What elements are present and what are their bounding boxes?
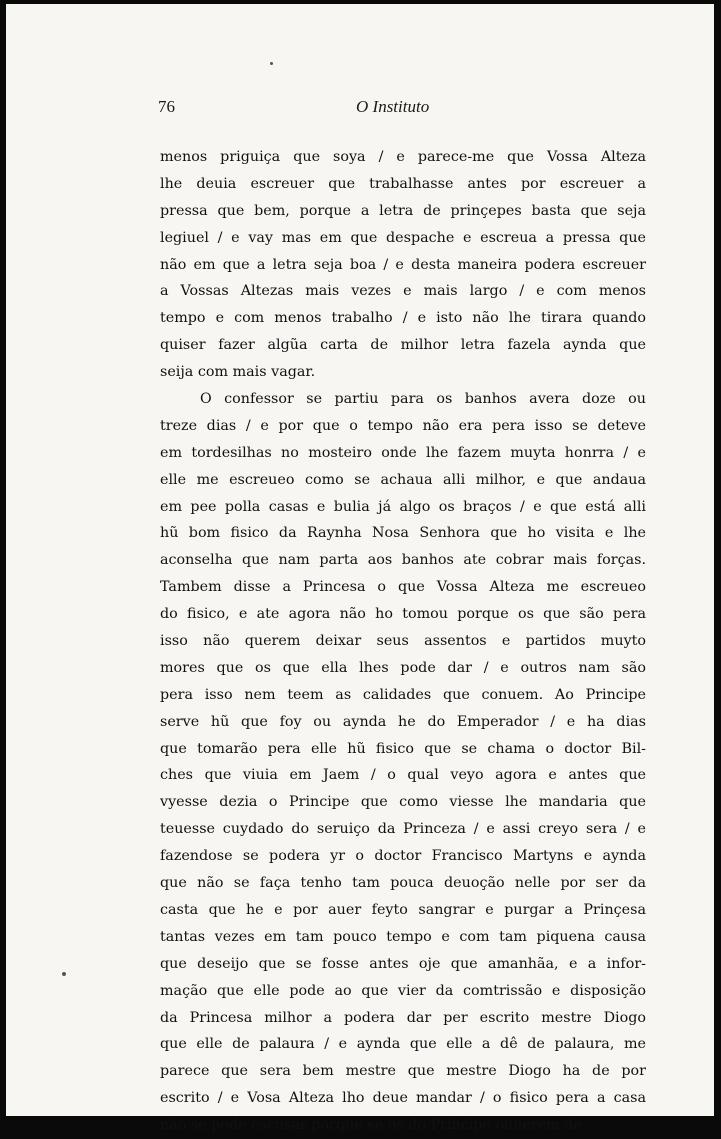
text-line: ches que viuia em Jaem / o qual veyo agora e antes que	[160, 767, 646, 784]
running-head	[158, 97, 644, 119]
text-line: aconselha que nam parta aos banhos ate cobrar mais forças.	[160, 552, 646, 569]
text-line: teuesse cuydado do seruiço da Princeza / e assi creyo sera / e	[160, 821, 646, 838]
text-line: hũ bom fisico da Raynha Nosa Senhora que ho visita e lhe	[160, 525, 646, 542]
page-number: 76	[158, 97, 175, 116]
text-line: que tomarão pera elle hũ fisico que se chama o doctor Bil-	[160, 740, 646, 757]
text-line: da Princesa milhor a podera dar per escrito mestre Diogo	[160, 1009, 646, 1026]
text-line: elle me escreueo como se achaua alli milhor, e que andaua	[160, 471, 646, 488]
text-line: mação que elle pode ao que vier da comtrissão e disposição	[160, 982, 646, 999]
text-line: casta que he e por auer feyto sangrar e purgar a Prinçesa	[160, 901, 646, 918]
text-line: que não se faça tenho tam pouca deuoção nelle por ser da	[160, 875, 646, 892]
text-line: a Vossas Altezas mais vezes e mais largo / e com menos	[160, 283, 646, 300]
text-line: tempo e com menos trabalho / e isto não lhe tirara quando	[160, 310, 646, 327]
text-line: vyesse dezia o Principe que como viesse lhe mandaria que	[160, 794, 646, 811]
text-line: que elle de palaura / e aynda que elle a dê de palaura, me	[160, 1036, 646, 1053]
text-line: tantas vezes em tam pouco tempo e com tam piquena causa	[160, 928, 646, 945]
document-page	[6, 4, 714, 1134]
text-line: em tordesilhas no mosteiro onde lhe fazem muyta honrra / e	[160, 444, 646, 461]
journal-title: O Instituto	[356, 97, 430, 116]
text-line: fazendose se podera yr o doctor Francisco Martyns e aynda	[160, 848, 646, 865]
text-line: mores que os que ella lhes pode dar / e outros nam são	[160, 659, 646, 676]
text-line: escrito / e Vosa Alteza lho deue mandar / o fisico pera a casa	[160, 1090, 646, 1107]
paragraph	[160, 144, 646, 386]
text-line: treze dias / e por que o tempo não era pera isso se deteve	[160, 417, 646, 434]
print-speck	[62, 972, 66, 976]
text-line: parece que sera bem mestre que mestre Diogo ha de por	[160, 1063, 646, 1080]
text-line: isso não querem deixar seus assentos e partidos muyto	[160, 633, 646, 650]
text-line: O confessor se partiu para os banhos avera doze ou	[200, 391, 646, 408]
text-line: não se pode escusar porque se os do Principe ouuerem de	[160, 1117, 582, 1134]
text-line: em pee polla casas e bulia já algo os braços / e que está alli	[160, 498, 646, 515]
text-line: legiuel / e vay mas em que despache e escreua a pressa que	[160, 229, 646, 246]
text-line: pera isso nem teem as calidades que conuem. Ao Principe	[160, 686, 646, 703]
text-line: lhe deuia escreuer que trabalhasse antes por escreuer a	[160, 175, 646, 192]
text-line: que deseijo que se fosse antes oje que amanhãa, e a infor-	[160, 955, 646, 972]
text-line: Tambem disse a Princesa o que Vossa Alteza me escreueo	[160, 579, 646, 596]
paragraph	[160, 386, 646, 1139]
text-line: menos priguiça que soya / e parece-me que Vossa Alteza	[160, 149, 646, 165]
text-line: do fisico, e ate agora não ho tomou porque os que são pera	[160, 606, 646, 623]
body-text	[160, 144, 646, 1139]
text-line: quiser fazer algũa carta de milhor letra fazela aynda que	[160, 337, 646, 354]
text-line: pressa que bem, porque a letra de prinçepes basta que seja	[160, 202, 646, 219]
text-line: seija com mais vagar.	[160, 364, 316, 381]
text-line: não em que a letra seja boa / e desta maneira podera escreuer	[160, 256, 646, 273]
text-line: serve hũ que foy ou aynda he do Emperador / e ha dias	[160, 713, 646, 730]
print-speck	[270, 62, 273, 65]
